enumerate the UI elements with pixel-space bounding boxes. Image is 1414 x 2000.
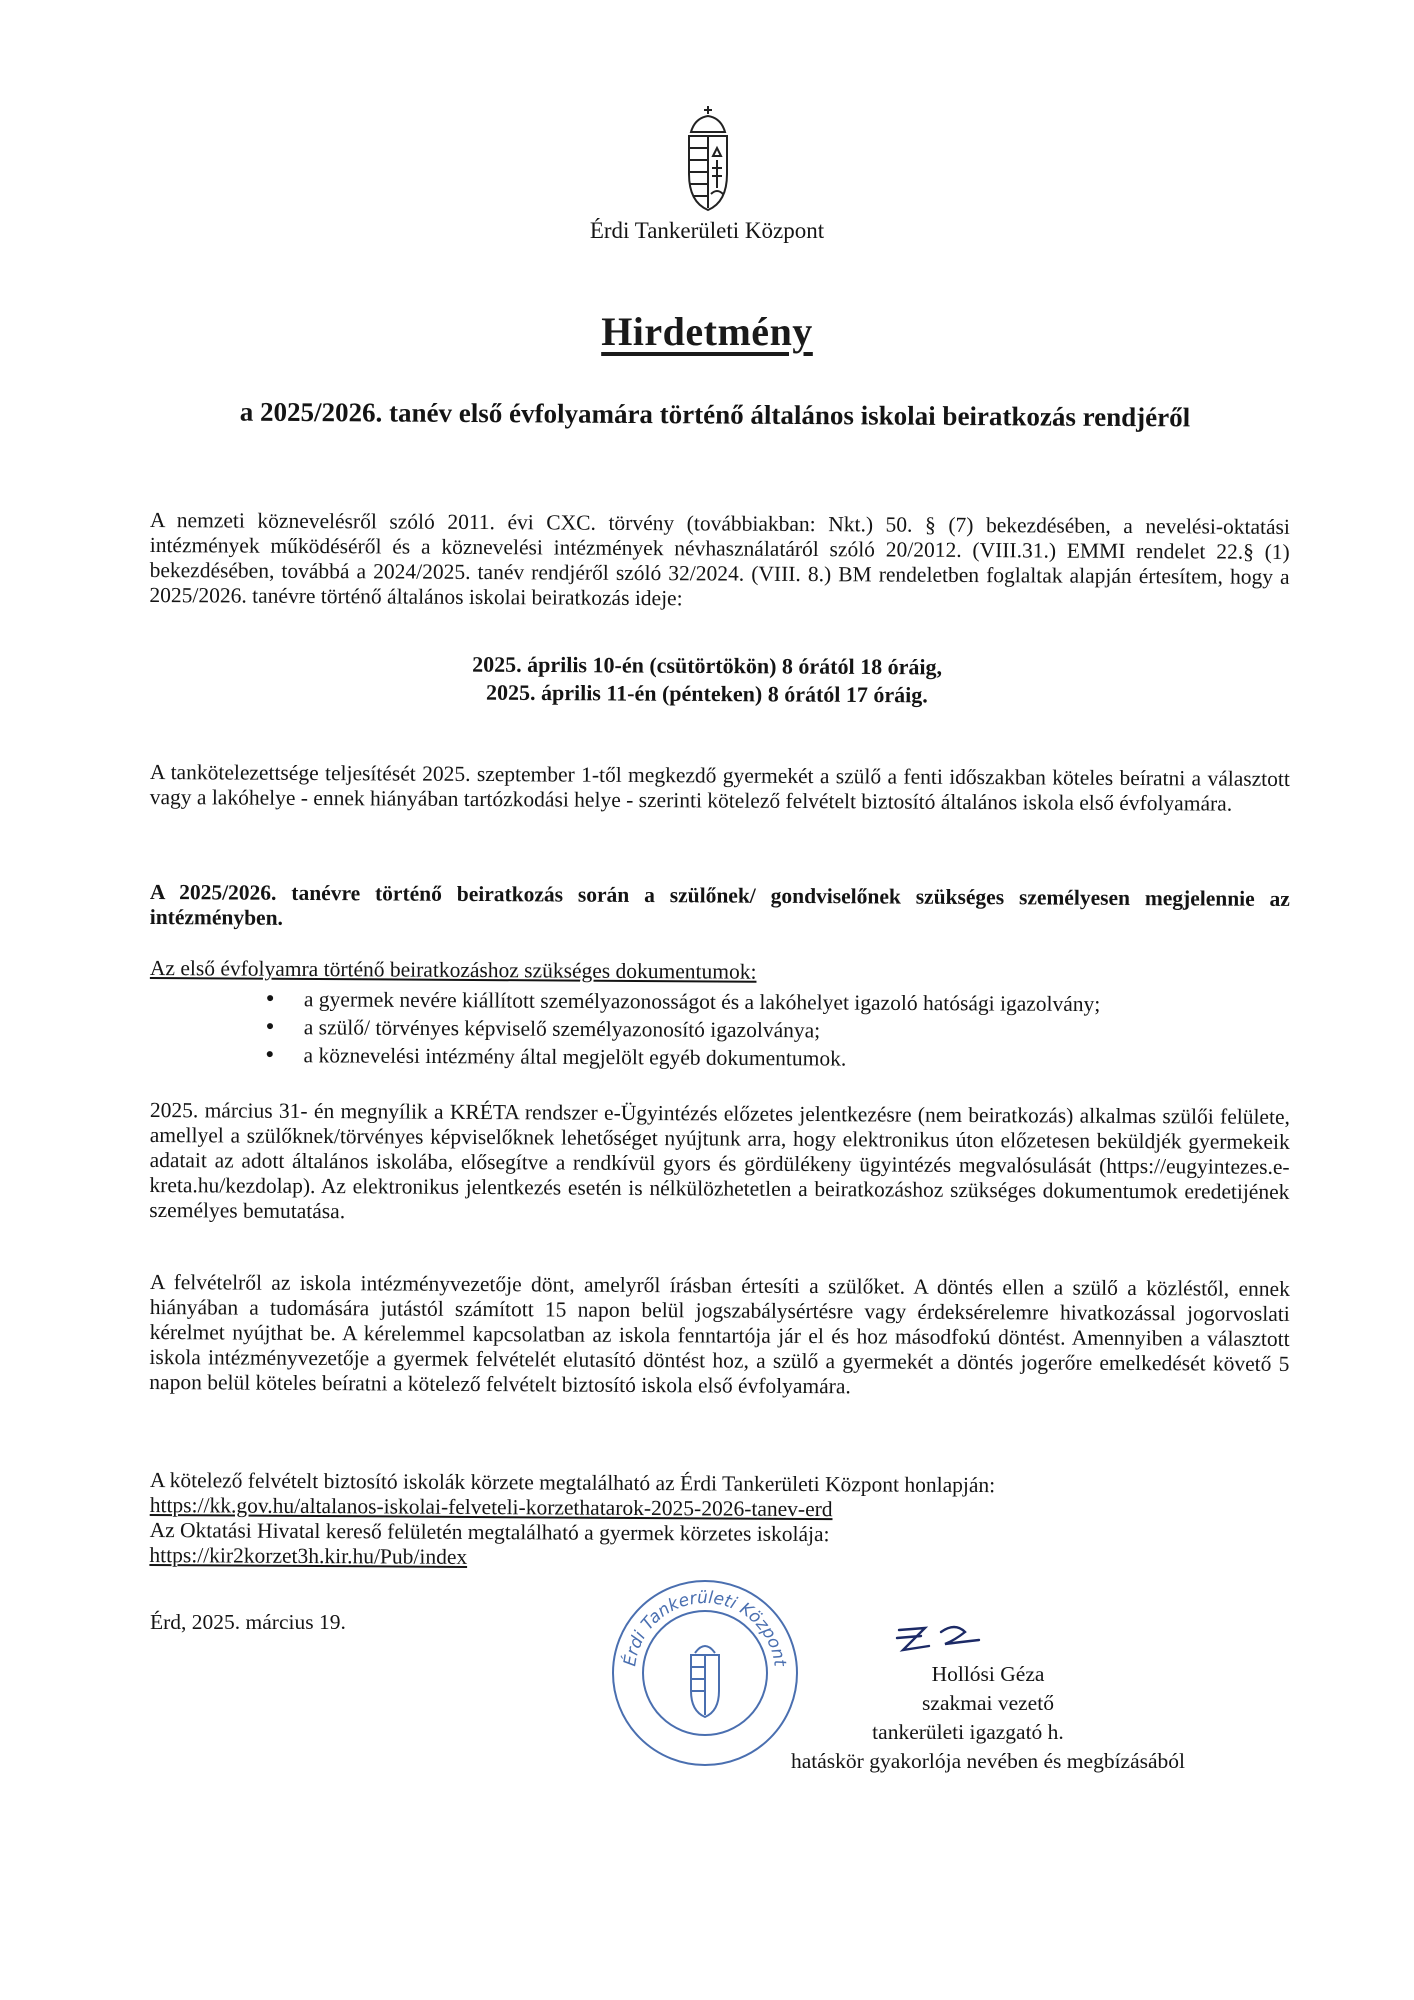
documents-list — [261, 985, 1100, 1074]
in-person-paragraph: A 2025/2026. tanévre történő beiratkozás során a szülőnek/ gondviselőnek szükséges személyesen megjelennie az intézményben. — [149, 880, 1290, 930]
signer-authority: hatáskör gyakorlója nevében és megbízásából — [790, 1749, 1186, 1773]
organization-name: Érdi Tankerületi Központ — [589, 218, 825, 243]
decision-paragraph: A felvételről az iskola intézményvezetője dönt, amelyről írásban értesíti a szülőket. A döntés ellen a szülő a közléstől, ennek hiányában a tudomására jutástól számított 15 napon belül jogszabálysértésre vagy érdeksérelemre hivatkozással jogorvoslati kérelmet nyújthat be. A kérelemmel kapcsolatban az iskola fenntartója jár el és hoz másodfokú döntést. Amennyiben a választott iskola intézményvezetője a gyermek felvételét elutasító döntést hoz, a szülő a gyermekét a döntés jogerőre emelkedését követő 5 napon belül köteles beíratni a kötelező felvételt biztosító iskola első évfolyamára. — [149, 1270, 1290, 1399]
list-item — [261, 1041, 1100, 1074]
page-subtitle: a 2025/2026. tanév első évfolyamára történő általános iskolai beiratkozás rendjéről — [239, 396, 1191, 433]
document-item-text: a gyermek nevére kiállított személyazonosságot és a lakóhelyet igazoló hatósági igazolvány; — [303, 987, 1101, 1017]
coat-of-arms-icon — [681, 104, 735, 214]
signer-role: szakmai vezető — [922, 1691, 1054, 1715]
signer-block — [790, 1660, 1186, 1776]
signer-title: tankerületi igazgató h. — [872, 1720, 1064, 1744]
page-title: Hirdetmény — [601, 309, 813, 354]
enrollment-date-1: 2025. április 10-én (csütörtökön) 8 órától 18 óráig, — [472, 651, 943, 680]
intro-paragraph: A nemzeti köznevelésről szóló 2011. évi CXC. törvény (továbbiakban: Nkt.) 50. § (7) bekezdésében, a nevelési-oktatási intézmények működéséről és a köznevelési intézmények névhasználatáról szóló 20/2012. (VIII.31.) EMMI rendelet 22.§ (1) bekezdésében, továbbá a 2024/2025. tanév rendjéről szóló 32/2024. (VIII. 8.) BM rendeletben foglaltak alapján értesítem, hogy a 2025/2026. tanévre történő általános iskolai beiratkozás ideje: — [149, 508, 1290, 611]
signature — [895, 1618, 985, 1658]
enrollment-date-2: 2025. április 11-én (pénteken) 8 órától 17 óráig. — [485, 679, 928, 708]
districts-link[interactable]: https://kk.gov.hu/altalanos-iskolai-felveteli-korzethatarok-2025-2026-tanev-erd — [149, 1492, 833, 1522]
document-item-text: a köznevelési intézmény által megjelölt egyéb dokumentumok. — [303, 1043, 847, 1071]
obligation-paragraph: A tankötelezettsége teljesítését 2025. szeptember 1-től megkezdő gyermekét a szülő a fenti időszakban köteles beíratni a választott vagy a lakóhelye - ennek hiányában tartózkodási helye - szerinti kötelező felvételt biztosító általános iskola első évfolyamára. — [149, 760, 1290, 816]
documents-heading: Az első évfolyamra történő beiratkozáshoz szükséges dokumentumok: — [149, 956, 757, 984]
oktatasi-hivatal-text: Az Oktatási Hivatal kereső felületén megtalálható a gyermek körzetes iskolája: — [149, 1517, 830, 1547]
districts-text: A kötelező felvételt biztosító iskolák körzete megtalálható az Érdi Tankerületi Központ honlapján: — [149, 1468, 996, 1498]
document-item-text: a szülő/ törvényes képviselő személyazonosító igazolványa; — [303, 1015, 821, 1043]
districts-section — [149, 1468, 1290, 1575]
bullet-icon: ● — [265, 1047, 275, 1063]
bullet-icon: ● — [265, 1019, 275, 1035]
enrollment-dates — [0, 648, 1414, 713]
place-date: Érd, 2025. március 19. — [150, 1610, 346, 1634]
bullet-icon: ● — [265, 991, 275, 1007]
signer-name: Hollósi Géza — [931, 1662, 1045, 1686]
official-stamp — [605, 1573, 805, 1773]
kir-link[interactable]: https://kir2korzet3h.kir.hu/Pub/index — [149, 1542, 468, 1569]
svg-text:Érdi Tankerületi Központ: Érdi Tankerületi Központ — [620, 1587, 790, 1668]
kreta-paragraph: 2025. március 31- én megnyílik a KRÉTA rendszer e-Ügyintézés előzetes jelentkezésre (nem beiratkozás) alkalmas szülői felülete, amellyel a szülőknek/törvényes képviselőknek lehetőséget nyújtunk arra, hogy elektronikus úton előzetesen beküldjék gyermekeik adatait az adott általános iskolába, elősegítve a rendkívül gyors és gördülékeny ügyintézés megvalósulását (https://eugyintezes.e-kreta.hu/kezdolap). Az elektronikus jelentkezés esetén is nélkülözhetetlen a beiratkozáshoz szükséges dokumentumok eredetijének személyes bemutatása. — [149, 1098, 1290, 1224]
